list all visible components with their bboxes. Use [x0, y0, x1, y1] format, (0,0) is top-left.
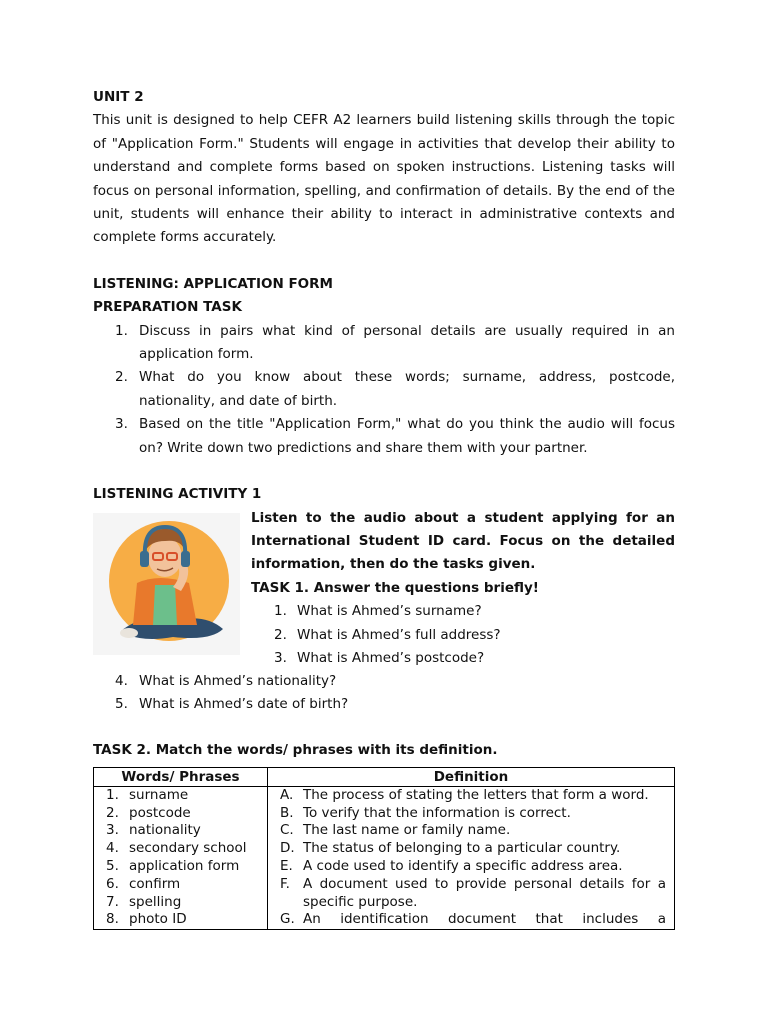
unit-description: This unit is designed to help CEFR A2 learners build listening skills through the topic of "Application Form." Students will engage in activities that develop their ability to understand and complete forms based on spoken instructions. Listening tasks will focus on personal information, spelling, and confirmation of details. By the end of the unit, students will enhance their ability to interact in administrative contexts and complete forms accurately. [93, 112, 675, 246]
list-item: 5. What is Ahmed’s date of birth? [115, 695, 349, 712]
task1-questions-b [93, 670, 675, 717]
list-item: 3. What is Ahmed’s postcode? [274, 649, 485, 666]
document-page [93, 86, 675, 930]
definition-item: A. The process of stating the letters that form a word. [280, 786, 649, 803]
list-item: 1. Discuss in pairs what kind of personal details are usually required in an application form. [115, 322, 675, 363]
word-item: 6. confirm [106, 875, 181, 892]
definition-item: B. To verify that the information is correct. [280, 804, 571, 821]
definition-item: F. A document used to provide personal details for a specific purpose. [280, 875, 666, 910]
words-column-header: Words/ Phrases [94, 767, 268, 786]
list-item: 1. What is Ahmed’s surname? [274, 603, 482, 620]
activity1-text [251, 507, 675, 671]
word-item: 4. secondary school [106, 840, 247, 857]
definition-item: G. An identification document that includes a [280, 911, 666, 928]
unit-title: UNIT 2 [93, 89, 144, 105]
definition-item: D. The status of belonging to a particular country. [280, 840, 621, 857]
activity1-intro: Listen to the audio about a student applying for an International Student ID card. Focus on the detailed information, then do the tasks given. [251, 509, 675, 573]
word-item: 5. application form [106, 857, 240, 874]
activity1-block [93, 507, 675, 670]
task1-questions-a [251, 600, 675, 670]
activity1-heading: LISTENING ACTIVITY 1 [93, 486, 262, 503]
word-item: 8. photo ID [106, 911, 187, 928]
list-item: 2. What do you know about these words; surname, address, postcode, nationality, and date of birth. [115, 369, 675, 409]
definitions-cell [268, 786, 675, 929]
matching-table [93, 767, 675, 930]
list-item: 4. What is Ahmed’s nationality? [115, 672, 337, 689]
words-cell [94, 786, 268, 929]
definition-item: E. A code used to identify a specific address area. [280, 857, 623, 874]
word-item: 7. spelling [106, 893, 182, 910]
listening-heading: LISTENING: APPLICATION FORM [93, 275, 333, 292]
task1-heading: TASK 1. Answer the questions briefly! [251, 579, 539, 596]
list-item: 2. What is Ahmed’s full address? [274, 626, 501, 643]
student-headphones-illustration [93, 513, 240, 655]
word-item: 2. postcode [106, 804, 191, 821]
table-header-row [94, 767, 675, 786]
preparation-heading: PREPARATION TASK [93, 299, 242, 316]
table-row [94, 786, 675, 929]
word-item: 1. surname [106, 786, 189, 803]
definition-item: C. The last name or family name. [280, 822, 511, 839]
preparation-list [93, 320, 675, 460]
task2-heading: TASK 2. Match the words/ phrases with its definition. [93, 742, 498, 759]
word-item: 3. nationality [106, 822, 201, 839]
list-item: 3. Based on the title "Application Form," what do you think the audio will focus on? Write down two predictions and share them with your partner. [115, 416, 675, 456]
definition-column-header: Definition [268, 767, 675, 786]
